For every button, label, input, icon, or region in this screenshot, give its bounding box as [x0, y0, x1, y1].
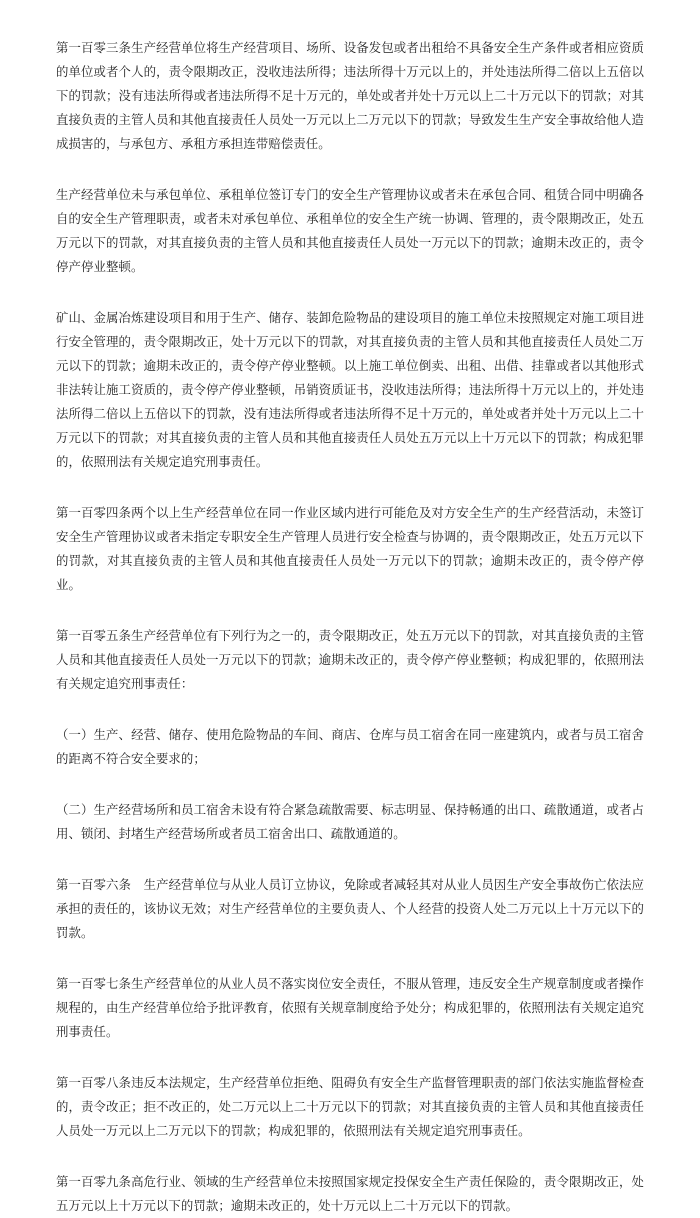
- paragraph-article-107: 第一百零七条生产经营单位的从业人员不落实岗位安全责任，不服从管理，违反安全生产规章制度或者操作规程的，由生产经营单位给予批评教育，依照有关规章制度给予处分；构成犯罪的，依照刑法有关规定追究刑事责任。: [56, 976, 644, 1039]
- paragraph-mining-construction: 矿山、金属冶炼建设项目和用于生产、储存、装卸危险物品的建设项目的施工单位未按照规定对施工项目进行安全管理的，责令限期改正，处十万元以下的罚款，对其直接负责的主管人员和其他直接责任人员处二万元以下的罚款；逾期未改正的，责令停产停业整顿。以上施工单位倒卖、出租、出借、挂靠或者以其他形式非法转让施工资质的，责令停产停业整顿，吊销资质证书，没收违法所得；违法所得十万元以上的，并处违法所得二倍以上五倍以下的罚款，没有违法所得或者违法所得不足十万元的，单处或者并处十万元以上二十万元以下的罚款；对其直接负责的主管人员和其他直接责任人员处五万元以上十万元以下的罚款；构成犯罪的，依照刑法有关规定追究刑事责任。: [56, 310, 644, 469]
- paragraph-article-104: 第一百零四条两个以上生产经营单位在同一作业区域内进行可能危及对方安全生产的生产经营活动，未签订安全生产管理协议或者未指定专职安全生产管理人员进行安全检查与协调的，责令限期改正，处五万元以下的罚款，对其直接负责的主管人员和其他直接责任人员处一万元以下的罚款；逾期未改正的，责令停产停业。: [56, 505, 644, 592]
- paragraph-article-105: 第一百零五条生产经营单位有下列行为之一的，责令限期改正，处五万元以下的罚款，对其直接负责的主管人员和其他直接责任人员处一万元以下的罚款；逾期未改正的，责令停产停业整顿；构成犯罪的，依照刑法有关规定追究刑事责任：: [56, 628, 644, 691]
- paragraph-article-103: 第一百零三条生产经营单位将生产经营项目、场所、设备发包或者出租给不具备安全生产条件或者相应资质的单位或者个人的，责令限期改正，没收违法所得；违法所得十万元以上的，并处违法所得二倍以上五倍以下的罚款；没有违法所得或者违法所得不足十万元的，单处或者并处十万元以上二十万元以下的罚款；对其直接负责的主管人员和其他直接责任人员处一万元以上二万元以下的罚款；导致发生生产安全事故给他人造成损害的，与承包方、承租方承担连带赔偿责任。: [56, 40, 644, 151]
- paragraph-article-106: 第一百零六条 生产经营单位与从业人员订立协议，免除或者减轻其对从业人员因生产安全事故伤亡依法应承担的责任的，该协议无效；对生产经营单位的主要负责人、个人经营的投资人处二万元以上十万元以下的罚款。: [56, 877, 644, 940]
- paragraph-item-2: （二）生产经营场所和员工宿舍未设有符合紧急疏散需要、标志明显、保持畅通的出口、疏散通道，或者占用、锁闭、封堵生产经营场所或者员工宿舍出口、疏散通道的。: [56, 802, 644, 841]
- paragraph-management-agreement: 生产经营单位未与承包单位、承租单位签订专门的安全生产管理协议或者未在承包合同、租赁合同中明确各自的安全生产管理职责，或者未对承包单位、承租单位的安全生产统一协调、管理的，责令限期改正，处五万元以下的罚款，对其直接负责的主管人员和其他直接责任人员处一万元以下的罚款；逾期未改正的，责令停产停业整顿。: [56, 187, 644, 274]
- paragraph-article-109: 第一百零九条高危行业、领域的生产经营单位未按照国家规定投保安全生产责任保险的，责令限期改正，处五万元以上十万元以下的罚款；逾期未改正的，处十万元以上二十万元以下的罚款。: [56, 1174, 644, 1213]
- paragraph-article-108: 第一百零八条违反本法规定，生产经营单位拒绝、阻碍负有安全生产监督管理职责的部门依法实施监督检查的，责令改正；拒不改正的，处二万元以上二十万元以下的罚款；对其直接负责的主管人员和其他直接责任人员处一万元以上二万元以下的罚款；构成犯罪的，依照刑法有关规定追究刑事责任。: [56, 1075, 644, 1138]
- paragraph-item-1: （一）生产、经营、储存、使用危险物品的车间、商店、仓库与员工宿舍在同一座建筑内，或者与员工宿舍的距离不符合安全要求的；: [56, 727, 644, 766]
